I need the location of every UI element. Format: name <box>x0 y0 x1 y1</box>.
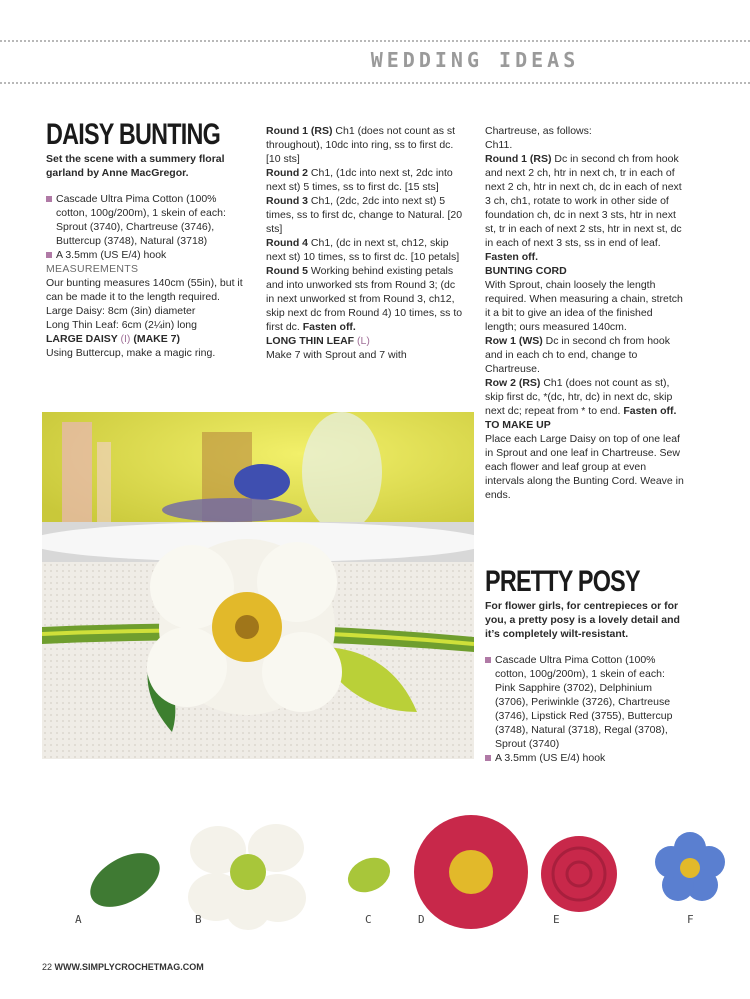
leaf-continued: Chartreuse, as follows: <box>485 125 592 137</box>
to-make-up-text: Place each Large Daisy on top of one leaf in Sprout and one leaf in Chartreuse. Sew each flower and leaf group at even intervals along the Bunting Cord. Weave in ends. <box>485 433 684 501</box>
bunting-cord-row: Row 1 (WS) Dc in second ch from hook and in each ch to end, change to Chartreuse. <box>485 335 670 375</box>
list-item: Cascade Ultra Pima Cotton (100% cotton, 100g/200m), 1 skein of each: Pink Sapphire (3702), Delphinium (3706), Periwinkle (3726), Chartreuse (3746), Lipstick Red (3755), Buttercup (3748), Natural (3718), Regal (3708), Sprout (3740) <box>485 653 685 751</box>
flower-f <box>655 832 725 901</box>
column-cord <box>485 124 685 502</box>
page-footer <box>42 962 204 972</box>
bunting-photo <box>42 412 474 759</box>
flower-label-b: B <box>195 913 202 926</box>
flower-label-f: F <box>687 913 694 926</box>
posy-materials-list <box>485 653 685 765</box>
flower-label-e: E <box>553 913 560 926</box>
bunting-cord-text: With Sprout, chain loosely the length required. When measuring a chain, stretch it a bit to give an idea of the finished length; ours measured 140cm. <box>485 279 683 333</box>
pattern-round: Round 3 Ch1, (2dc, 2dc into next st) 5 times, ss to first dc, change to Natural. [20 sts] <box>266 195 463 235</box>
bunting-cord-row: Row 2 (RS) Ch1 (does not count as st), skip first dc, *(dc, htr, dc) in next dc, skip next dc; repeat from * to end. Fasten off. <box>485 377 677 417</box>
pretty-posy-title: PRETTY POSY <box>485 565 640 598</box>
to-make-up-heading: TO MAKE UP <box>485 419 551 431</box>
list-item: A 3.5mm (US E/4) hook <box>46 248 246 262</box>
section-header <box>0 40 750 84</box>
pattern-round: Round 2 Ch1, (1dc into next st, 2dc into next st) 5 times, ss to first dc. [15 sts] <box>266 167 453 193</box>
posy-flowers <box>0 790 750 950</box>
bunting-photo-illustration <box>42 412 474 759</box>
list-item: Cascade Ultra Pima Cotton (100% cotton, 100g/200m), 1 skein of each: Sprout (3740), Chartreuse (3746), Buttercup (3748), Natural (3718) <box>46 192 246 248</box>
measurements-heading: MEASUREMENTS <box>46 263 139 275</box>
large-daisy-heading: LARGE DAISY (I) (MAKE 7) <box>46 333 181 345</box>
pattern-round: Round 4 Ch1, (dc in next st, ch12, skip next st) 10 times, ss to first dc. [10 petals] <box>266 237 460 263</box>
daisy-bunting-intro: Set the scene with a summery floral garland by Anne MacGregor. <box>46 153 225 179</box>
flower-label-d: D <box>418 913 425 926</box>
page-number: 22 <box>42 962 53 972</box>
flower-a <box>81 842 169 918</box>
flower-b <box>188 824 306 930</box>
pattern-round: Round 1 (RS) Ch1 (does not count as st throughout), 10dc into ring, ss to first dc. [10 sts] <box>266 125 456 165</box>
section-title: WEDDING IDEAS <box>370 48 580 72</box>
pattern-round: Round 5 Working behind existing petals and into unworked sts from Round 3; (dc in next unworked st from Round 3, ch12, skip next dc from Round 4) 10 times, ss to first dc. Fasten off. <box>266 265 463 333</box>
bunting-cord-heading: BUNTING CORD <box>485 265 567 277</box>
posy-flowers-illustration <box>0 790 750 950</box>
column-rounds <box>266 124 466 362</box>
footer-url[interactable]: WWW.SIMPLYCROCHETMAG.COM <box>54 962 204 972</box>
column-daisy-bunting <box>46 118 246 360</box>
leaf-chain: Ch11. <box>485 139 513 151</box>
list-item: A 3.5mm (US E/4) hook <box>485 751 685 765</box>
flower-label-c: C <box>365 913 372 926</box>
leaf-round: Round 1 (RS) Dc in second ch from hook and next 2 ch, htr in next ch, tr in each of next 2 ch, htr in next ch, dc in each of next 3 ch, ch1, rotate to work in other side of foundation ch, dc in next 3 sts, htr in next st, tr in each of next 2 sts, htr in next st, dc in each of next 3 sts, ss in end of leaf. Fasten off. <box>485 153 682 263</box>
pretty-posy-intro: For flower girls, for centrepieces or for you, a pretty posy is a lovely detail and it’s completely wilt-resistant. <box>485 600 680 640</box>
daisy-bunting-title: DAISY BUNTING <box>46 118 221 151</box>
flower-d <box>414 815 528 929</box>
column-pretty-posy <box>485 565 685 765</box>
materials-list <box>46 192 246 262</box>
long-thin-leaf-text: Make 7 with Sprout and 7 with <box>266 349 407 361</box>
flower-e <box>541 836 617 912</box>
flower-label-a: A <box>75 913 82 926</box>
measurements-line: Our bunting measures 140cm (55in), but it can be made it to the length required. <box>46 277 243 303</box>
long-thin-leaf-heading: LONG THIN LEAF (L) <box>266 335 370 347</box>
measurements-line: Long Thin Leaf: 6cm (2¼in) long <box>46 319 197 331</box>
flower-c <box>342 851 395 899</box>
large-daisy-text: Using Buttercup, make a magic ring. <box>46 347 216 359</box>
measurements-line: Large Daisy: 8cm (3in) diameter <box>46 305 196 317</box>
